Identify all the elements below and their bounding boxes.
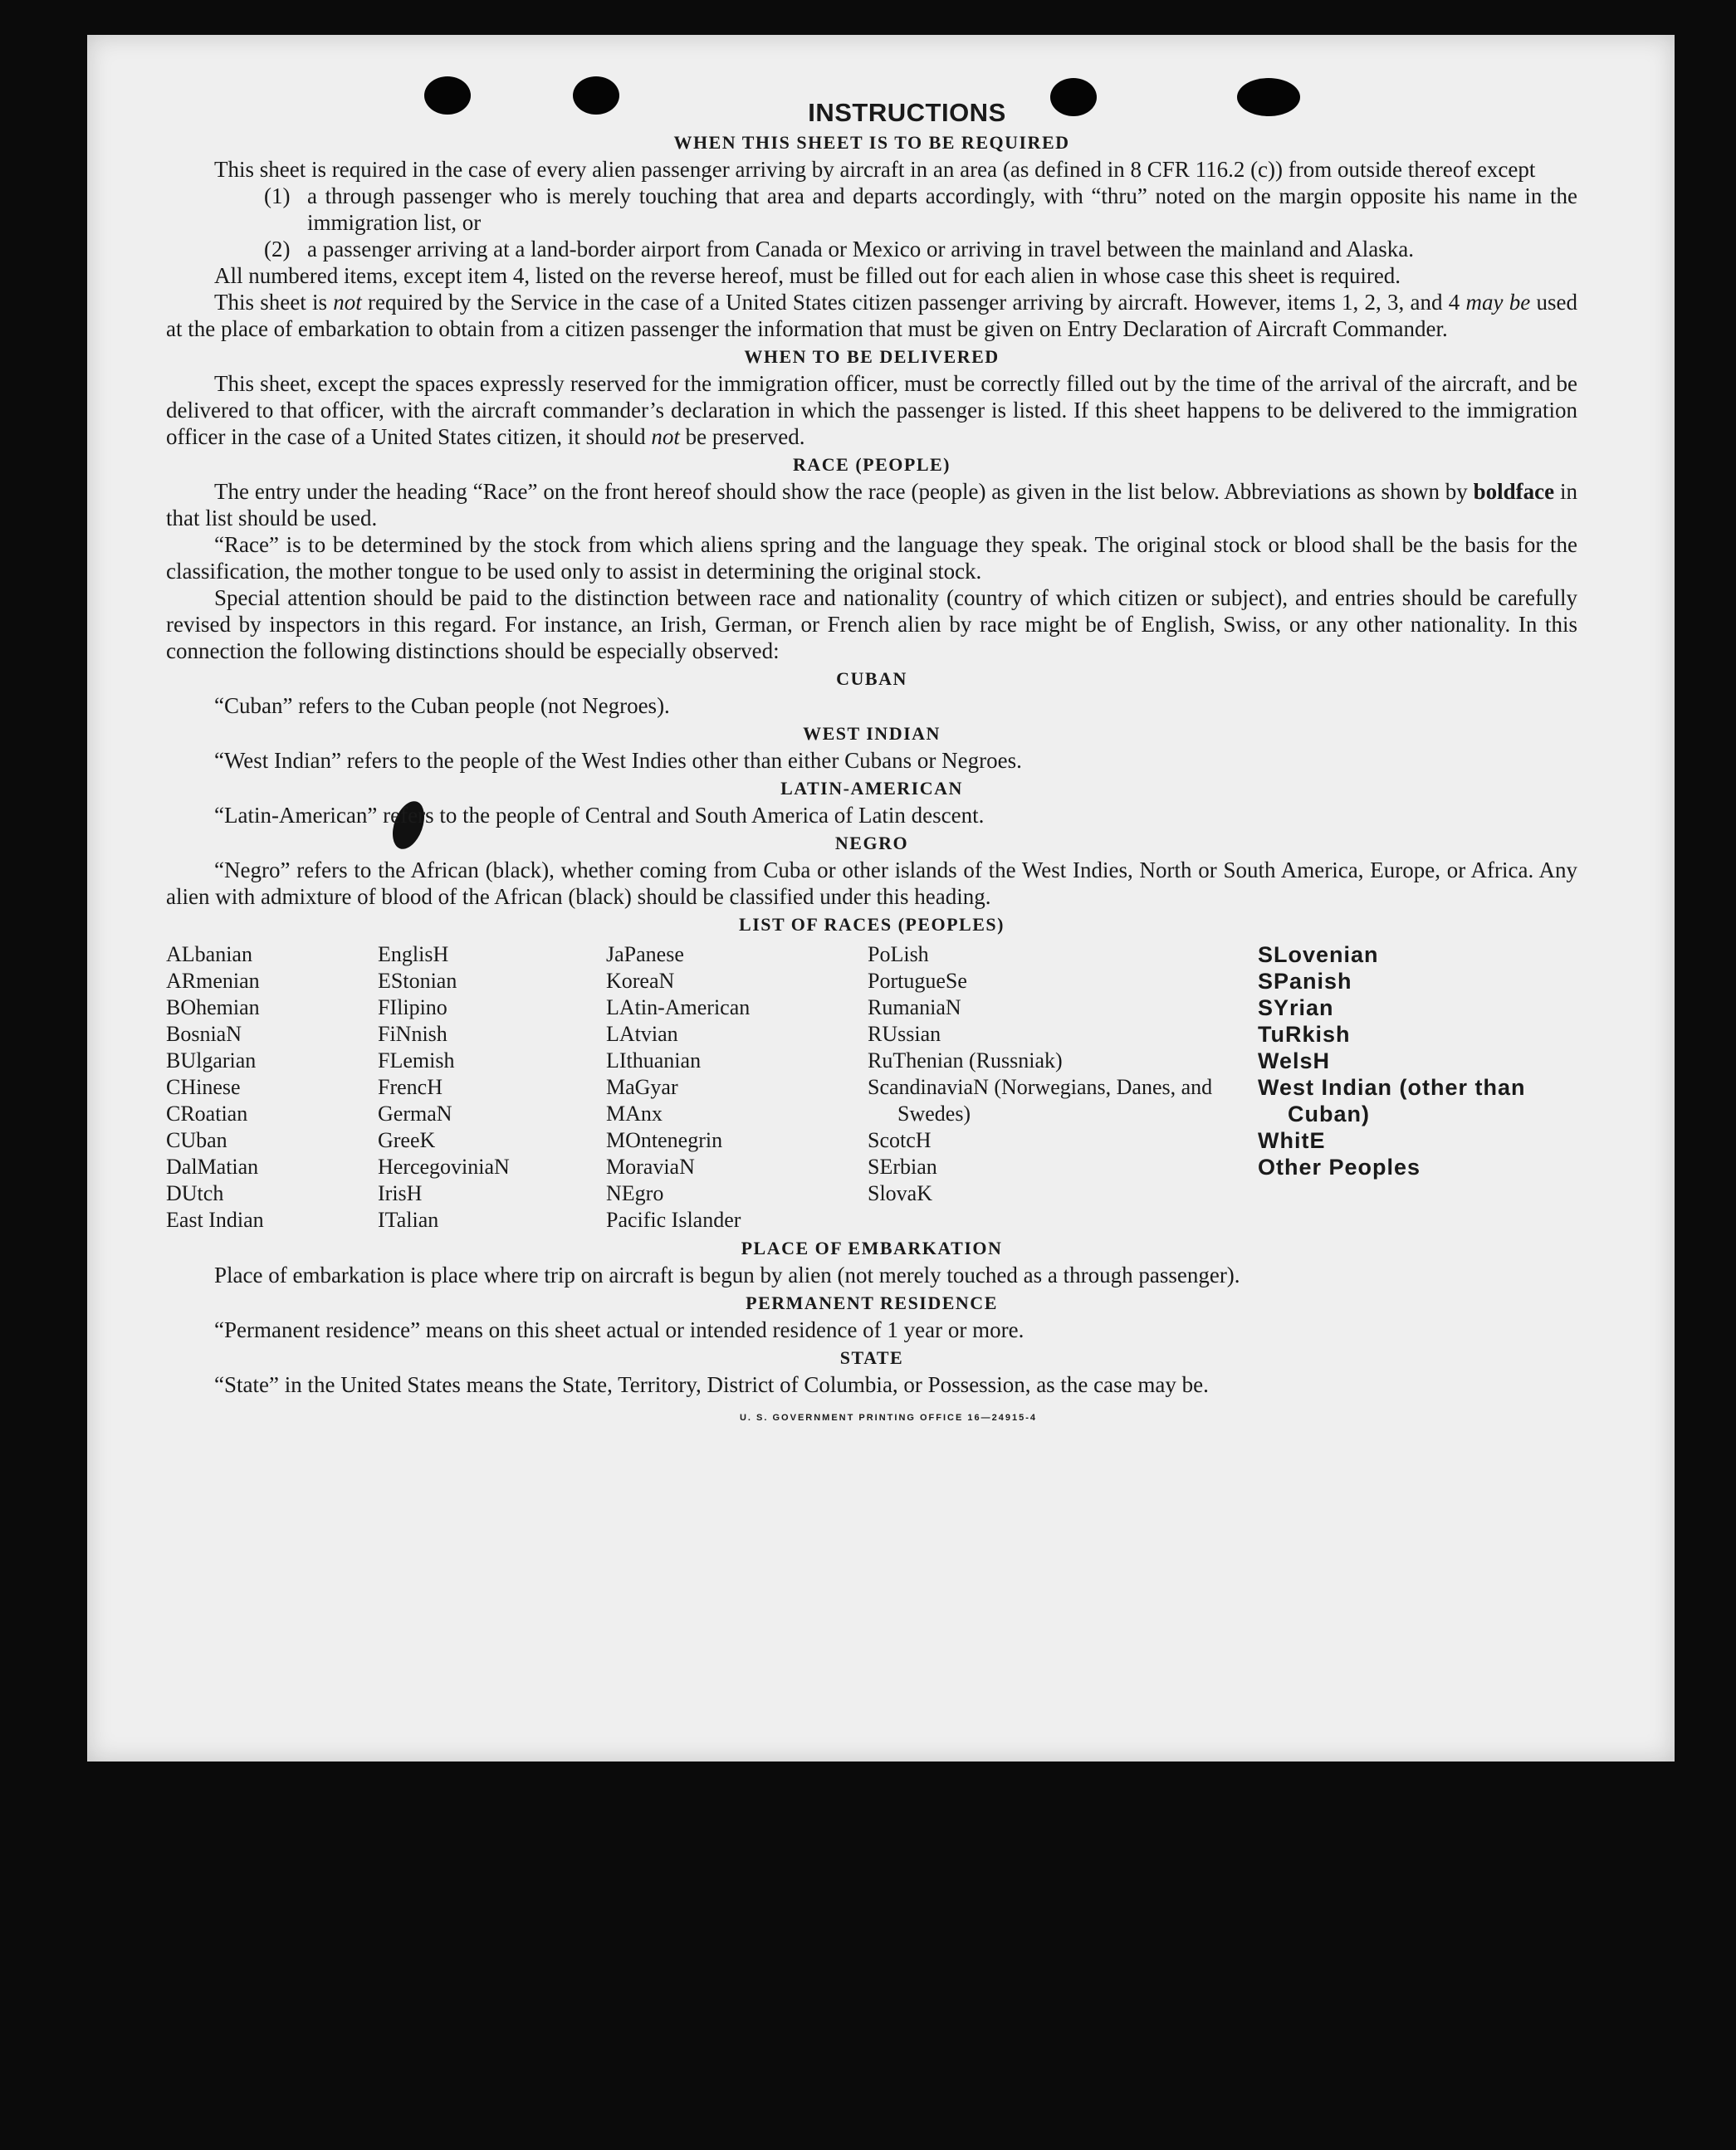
race-entry: ARmenian bbox=[166, 969, 260, 993]
page-title: INSTRUCTIONS bbox=[808, 98, 1006, 127]
section-heading: CUBAN bbox=[836, 668, 907, 689]
race-entry: FiNnish bbox=[378, 1022, 447, 1046]
paragraph: This sheet is required in the case of every alien passenger arriving by aircraft in an area (as defined in 8 CFR 116.2 (c)) from outside thereof except bbox=[214, 157, 1536, 182]
section-heading: LIST OF RACES (PEOPLES) bbox=[739, 914, 1005, 935]
paragraph: “Permanent residence” means on this sheet actual or intended residence of 1 year or more. bbox=[214, 1317, 1024, 1342]
paragraph bbox=[166, 289, 1577, 342]
race-entry: FLemish bbox=[378, 1048, 455, 1073]
text: This sheet is bbox=[214, 290, 334, 315]
section-heading: NEGRO bbox=[834, 833, 909, 853]
emphasis: not bbox=[651, 424, 680, 449]
race-entry: ScotcH bbox=[868, 1128, 932, 1152]
instructions-content bbox=[166, 98, 1577, 1700]
emphasis: not bbox=[333, 290, 362, 315]
race-entry: BUlgarian bbox=[166, 1048, 257, 1073]
item-text: a passenger arriving at a land-border airport from Canada or Mexico or arriving in travel between the mainland and Alaska. bbox=[307, 237, 1415, 261]
race-entry: NEgro bbox=[606, 1181, 664, 1205]
list-item bbox=[264, 236, 1577, 262]
paragraph: “West Indian” refers to the people of the West Indies other than either Cubans or Negroes. bbox=[214, 748, 1022, 773]
race-entry: SlovaK bbox=[868, 1181, 932, 1205]
race-entry: LAtvian bbox=[606, 1022, 678, 1046]
race-entry: EnglisH bbox=[378, 942, 449, 966]
race-entry: East Indian bbox=[166, 1208, 264, 1232]
section-heading: RACE (PEOPLE) bbox=[793, 454, 951, 475]
race-entry: RumaniaN bbox=[868, 995, 961, 1019]
race-entry: LIthuanian bbox=[606, 1048, 702, 1073]
paragraph: “Cuban” refers to the Cuban people (not Negroes). bbox=[214, 693, 670, 718]
section-heading: STATE bbox=[839, 1347, 904, 1368]
race-entry: LAtin-American bbox=[606, 995, 751, 1019]
section-heading: WEST INDIAN bbox=[803, 723, 941, 744]
race-entry: JaPanese bbox=[606, 942, 684, 966]
race-entry: BosniaN bbox=[166, 1022, 242, 1046]
section-heading: PERMANENT RESIDENCE bbox=[746, 1292, 998, 1313]
paragraph: “Latin-American” refers to the people of Central and South America of Latin descent. bbox=[214, 803, 985, 828]
race-entry: FIlipino bbox=[378, 995, 447, 1019]
race-entry: ScandinaviaN (Norwegians, Danes, and Swedes) bbox=[868, 1075, 1213, 1126]
race-entry: RUssian bbox=[868, 1022, 941, 1046]
text: This sheet, except the spaces expressly reserved for the immigration officer, must be correctly filled out by the time of the arrival of the aircraft, and be delivered to that officer, with the aircraft commander’s declaration in which the passenger is listed. If this sheet happens to be delivered to the immigration officer in the case of a United States citizen, it should bbox=[166, 371, 1577, 449]
race-entry: TuRkish bbox=[1258, 1022, 1351, 1047]
section-heading: WHEN THIS SHEET IS TO BE REQUIRED bbox=[673, 132, 1070, 153]
race-entry: DUtch bbox=[166, 1181, 224, 1205]
race-entry: RuThenian (Russniak) bbox=[868, 1048, 1063, 1073]
item-number: (1) bbox=[264, 183, 291, 208]
section-heading: WHEN TO BE DELIVERED bbox=[744, 346, 1000, 367]
race-column-5 bbox=[1258, 941, 1577, 1234]
paragraph: “Negro” refers to the African (black), whether coming from Cuba or other islands of the West Indies, North or South America, Europe, or Africa. Any alien with admixture of blood of the African (black) should be classified under this heading. bbox=[166, 858, 1577, 909]
emphasis: may be bbox=[1465, 290, 1531, 315]
race-entry: GreeK bbox=[378, 1128, 436, 1152]
paragraph bbox=[166, 478, 1577, 531]
text: required by the Service in the case of a United States citizen passenger arriving by aircraft. However, items 1, 2, 3, and 4 bbox=[361, 290, 1466, 315]
item-number: (2) bbox=[264, 237, 291, 261]
race-entry: ITalian bbox=[378, 1208, 439, 1232]
race-entry: MOntenegrin bbox=[606, 1128, 723, 1152]
race-entry: FrencH bbox=[378, 1075, 443, 1099]
race-entry: CRoatian bbox=[166, 1102, 248, 1126]
race-entry: ALbanian bbox=[166, 942, 252, 966]
paragraph: Place of embarkation is place where trip on aircraft is begun by alien (not merely touched as a through passenger). bbox=[214, 1263, 1240, 1288]
text: The entry under the heading “Race” on the front hereof should show the race (people) as given in the list below. Abbreviations as shown by bbox=[214, 479, 1474, 504]
race-entry: HercegoviniaN bbox=[378, 1155, 510, 1179]
race-entry: Pacific Islander bbox=[606, 1208, 741, 1232]
section-heading: PLACE OF EMBARKATION bbox=[741, 1238, 1003, 1258]
section-heading: LATIN-AMERICAN bbox=[780, 778, 963, 799]
race-entry: KoreaN bbox=[606, 969, 675, 993]
paragraph: Special attention should be paid to the distinction between race and nationality (country of which citizen or subject), and entries should be carefully revised by inspectors in this regard. For instance, an Irish, German, or French alien by race might be of English, Swiss, or any other nationality. In this connection the following distinctions should be especially observed: bbox=[166, 585, 1577, 663]
race-entry: MAnx bbox=[606, 1102, 663, 1126]
race-entry: PortugueSe bbox=[868, 969, 967, 993]
race-column-2 bbox=[378, 941, 606, 1234]
paragraph: All numbered items, except item 4, listed on the reverse hereof, must be filled out for each alien in whose case this sheet is required. bbox=[214, 263, 1401, 288]
race-entry: West Indian (other than Cuban) bbox=[1258, 1075, 1526, 1126]
paragraph: “Race” is to be determined by the stock from which aliens spring and the language they speak. The original stock or blood shall be the basis for the classification, the mother tongue to be used only to assist in determining the original stock. bbox=[166, 532, 1577, 584]
race-entry: SYrian bbox=[1258, 995, 1334, 1020]
paragraph bbox=[166, 370, 1577, 450]
race-entry: SLovenian bbox=[1258, 942, 1379, 967]
text: used at the place of embarkation to obtain from a citizen passenger the information that must be given on Entry Declaration of Aircraft Commander. bbox=[166, 290, 1577, 341]
item-text: a through passenger who is merely touching that area and departs accordingly, with “thru” noted on the margin opposite his name in the immigration list, or bbox=[307, 183, 1577, 235]
race-entry: Other Peoples bbox=[1258, 1155, 1421, 1180]
race-entry: SErbian bbox=[868, 1155, 937, 1179]
race-entry: CHinese bbox=[166, 1075, 241, 1099]
paragraph: “State” in the United States means the State, Territory, District of Columbia, or Possession, as the case may be. bbox=[214, 1372, 1209, 1397]
text: be preserved. bbox=[679, 424, 805, 449]
race-entry: BOhemian bbox=[166, 995, 260, 1019]
race-column-3 bbox=[606, 941, 868, 1234]
list-item bbox=[264, 183, 1577, 236]
race-list bbox=[166, 941, 1577, 1234]
race-entry: IrisH bbox=[378, 1181, 423, 1205]
race-entry: SPanish bbox=[1258, 969, 1352, 994]
race-entry: EStonian bbox=[378, 969, 457, 993]
race-column-1 bbox=[166, 941, 378, 1234]
race-entry: WhitE bbox=[1258, 1128, 1326, 1153]
race-entry: DalMatian bbox=[166, 1155, 259, 1179]
race-column-4 bbox=[868, 941, 1258, 1234]
race-entry: MoraviaN bbox=[606, 1155, 695, 1179]
race-entry: CUban bbox=[166, 1128, 227, 1152]
race-entry: WelsH bbox=[1258, 1048, 1331, 1073]
race-entry: PoLish bbox=[868, 942, 929, 966]
text: in that list should be used. bbox=[166, 479, 1577, 530]
race-entry: MaGyar bbox=[606, 1075, 678, 1099]
printer-imprint: U. S. GOVERNMENT PRINTING OFFICE 16—24915-4 bbox=[739, 1413, 1037, 1423]
bold-text: boldface bbox=[1473, 479, 1555, 504]
race-entry: GermaN bbox=[378, 1102, 452, 1126]
